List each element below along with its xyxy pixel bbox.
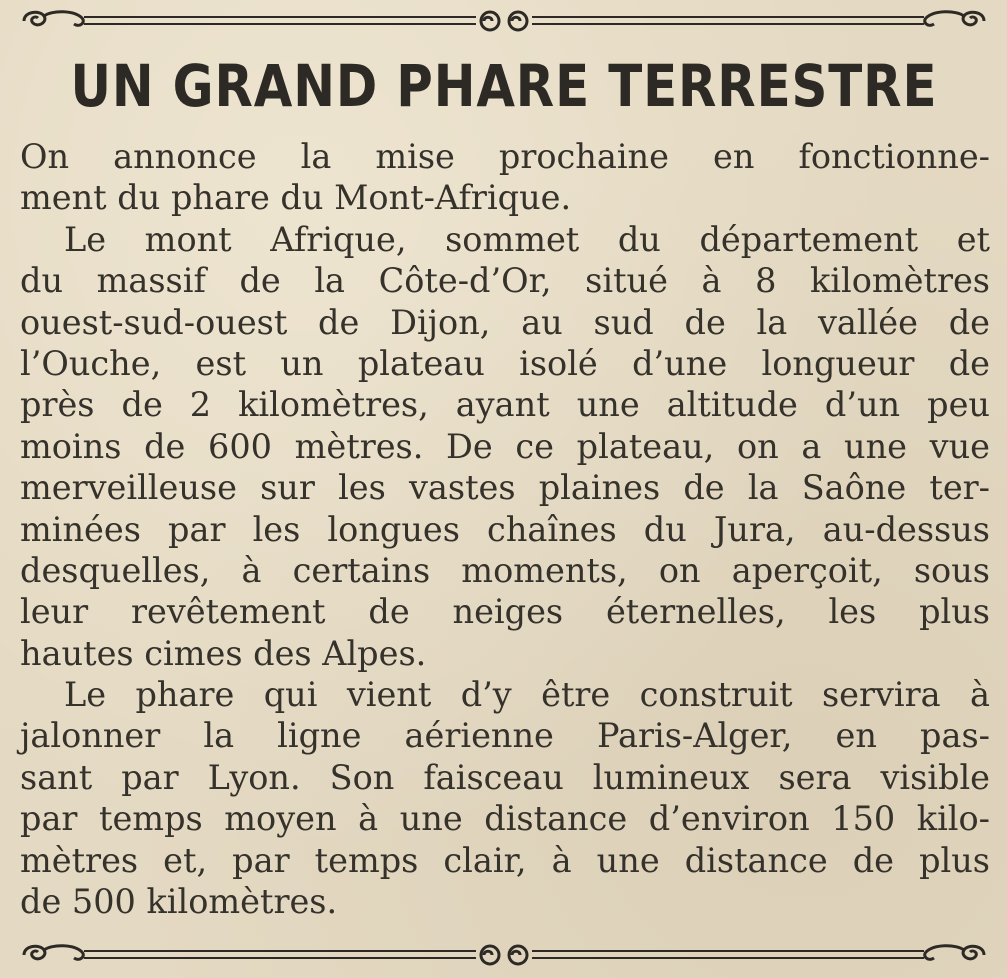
text-line: moins de 600 mètres. De ce plateau, on a une vue	[20, 426, 990, 466]
text-line: Le phare qui vient d’y être construit servira à	[64, 675, 990, 715]
text-line: On annonce la mise prochaine en fonctionne-	[20, 137, 990, 176]
text-line: ment du phare du Mont-Afrique.	[20, 178, 572, 218]
text-line: Le mont Afrique, sommet du département et	[64, 219, 990, 259]
text-line: près de 2 kilomètres, ayant une altitude d’un peu	[20, 385, 990, 425]
text-line: minées par les longues chaînes du Jura, au-dessus	[20, 509, 990, 549]
text-line: merveilleuse sur les vastes plaines de la Saône ter-	[20, 468, 990, 508]
text-line: hautes cimes des Alpes.	[20, 633, 427, 673]
article-body	[20, 136, 990, 922]
text-line: du massif de la Côte-d’Or, situé à 8 kilomètres	[20, 261, 990, 301]
text-line: desquelles, à certains moments, on aperçoit, sous	[20, 550, 990, 590]
article-title: UN GRAND PHARE TERRESTRE	[70, 52, 938, 120]
text-line: mètres et, par temps clair, à une distance de plus	[20, 840, 990, 880]
text-line: sant par Lyon. Son faisceau lumineux sera visible	[20, 757, 990, 797]
text-line: ouest-sud-ouest de Dijon, au sud de la vallée de	[20, 302, 990, 342]
bottom-scroll-ornament-icon	[18, 940, 990, 970]
text-line: l’Ouche, est un plateau isolé d’une longueur de	[20, 343, 990, 383]
text-line: par temps moyen à une distance d’environ 150 kilo-	[20, 799, 990, 839]
text-line: leur revêtement de neiges éternelles, les plus	[20, 592, 990, 632]
text-line: de 500 kilomètres.	[20, 882, 338, 922]
text-line: jalonner la ligne aérienne Paris-Alger, en pas-	[20, 716, 990, 756]
top-scroll-ornament-icon	[18, 6, 990, 36]
